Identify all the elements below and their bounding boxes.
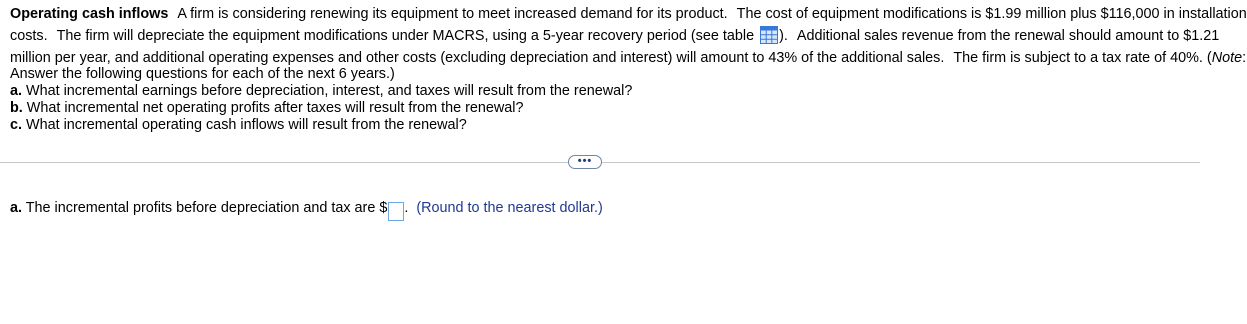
- problem-title: Operating cash inflows: [10, 6, 169, 22]
- problem-text-3c: :: [1242, 50, 1247, 66]
- problem-line-2: [10, 25, 1220, 49]
- answer-a-label: a.: [10, 200, 23, 216]
- question-a: [10, 83, 1198, 100]
- question-b: [10, 100, 1198, 117]
- problem-text-2a: costs.: [10, 28, 48, 44]
- answer-a-input[interactable]: [388, 202, 404, 221]
- problem-line-1: [10, 6, 1247, 25]
- question-c: [10, 117, 1198, 134]
- answer-a-row: [10, 199, 603, 221]
- ellipsis-icon: •••: [577, 155, 593, 167]
- problem-line-3: [10, 49, 1247, 66]
- problem-text-1a: A firm is considering renewing its equipment to meet increased demand for its product.: [177, 6, 728, 22]
- question-a-label: a.: [10, 83, 23, 99]
- problem-note-label: Note: [1211, 50, 1243, 66]
- table-grid-icon[interactable]: [760, 26, 778, 44]
- question-b-label: b.: [10, 100, 23, 116]
- question-c-label: c.: [10, 117, 23, 133]
- answer-a-text: The incremental profits before depreciation and tax are $: [25, 200, 388, 216]
- question-b-text: What incremental net operating profits after taxes will result from the renewal?: [26, 100, 524, 116]
- problem-line-4: Answer the following questions for each of the next 6 years.): [10, 66, 395, 82]
- problem-text-1b: The cost of equipment modifications is $1.99 million plus $116,000 in installation: [736, 6, 1247, 22]
- expand-more-button[interactable]: [568, 155, 602, 169]
- problem-text-3a: million per year, and additional operating expenses and other costs (excluding depreciation and interest) will amount to 43% of the additional sales.: [10, 50, 945, 66]
- problem-text-2d: Additional sales revenue from the renewal should amount to $1.21: [796, 28, 1220, 44]
- table-grid-icon-graphic: [760, 26, 778, 44]
- answer-a-period: .: [404, 200, 409, 216]
- problem-text-2c: ).: [779, 28, 788, 44]
- problem-text-2b: The firm will depreciate the equipment modifications under MACRS, using a 5-year recovery period (see table: [56, 28, 755, 44]
- question-a-text: What incremental earnings before depreciation, interest, and taxes will result from the renewal?: [26, 83, 633, 99]
- problem-text-3b: The firm is subject to a tax rate of 40%. (: [953, 50, 1212, 66]
- question-c-text: What incremental operating cash inflows will result from the renewal?: [26, 117, 467, 133]
- problem-statement: [10, 6, 1247, 134]
- rounding-hint: (Round to the nearest dollar.): [416, 200, 603, 216]
